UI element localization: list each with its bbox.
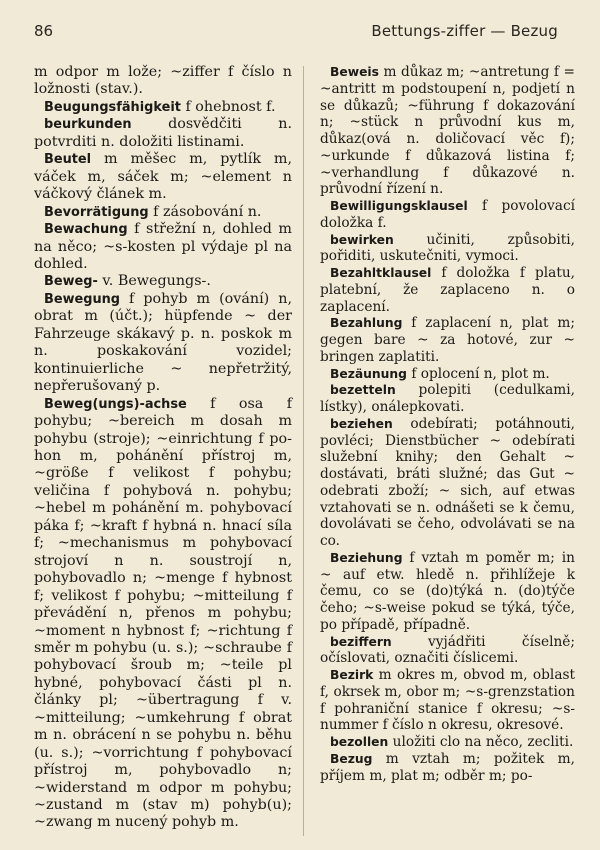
entry-text: f osa f pohybu; ~bereich m dosah m pohybu (stroje); ~einrichtung f po-hon m, pohánění přístroj m, ~größe f velikost f pohybu; veličina f pohybová n. pohybu; ~hebel m pohánění m. pohybovací páka f; ~kraft f hybná n. hnací síla f; ~mechanismus m pohybovací strojoví n n. soustrojí n, pohybovadlo n; ~menge f hybnost f; velikost f pohybu; ~mitteilung f převádění n, přenos m pohybu; ~moment n hybnost f; ~richtung f směr m pohybu (u. s.); ~schraube f pohybovací šroub m; ~teile pl hybné, pohybovací části pl n. články pl; ~übertragung f v. ~mitteilung; ~umkehrung f obrat m n. obrácení n se pohybu n. běhu (u. s.); ~vorrichtung f pohybovací přístroj m, pohybovadlo n; ~widerstand m odpor m pohybu; ~zustand m (stav m) pohyb(u); ~zwang m nucený pohyb m. (34, 395, 292, 831)
entry-headword: bezollen (330, 735, 389, 749)
running-head: Bettungs-ziffer — Bezug (371, 22, 558, 40)
dictionary-entry (34, 396, 292, 832)
entry-headword: Beziehung (330, 550, 403, 565)
dictionary-entry (320, 265, 575, 315)
entry-text: m měšec m, pytlík m, váček m, sáček m; ~element n váčkový článek m. (34, 151, 292, 203)
dictionary-entry (320, 64, 575, 198)
dictionary-entry (320, 366, 575, 383)
entry-headword: beziffern (330, 634, 392, 649)
dictionary-entry (320, 315, 575, 365)
entry-text: v. Bewegungs-. (97, 273, 211, 290)
entry-headword: Beweg- (44, 274, 98, 290)
entry-text: f vztah m poměr m; in ~ auf etw. hledě n. přihlížeje k čemu, co se (do)týká n. (do)týče čeho; ~s-weise pokud se týká, týče, po případě, případně. (320, 549, 575, 633)
dictionary-entry (34, 116, 292, 151)
entry-headword: bewirken (330, 232, 394, 247)
left-column (34, 64, 292, 832)
dictionary-entry (34, 221, 292, 273)
dictionary-entry (320, 382, 575, 416)
dictionary-entry (34, 64, 292, 99)
entry-headword: Bezahlung (330, 316, 403, 331)
entry-headword: Bevorrätigung (44, 204, 149, 220)
dictionary-entry (320, 198, 575, 232)
entry-headword: Bewegung (44, 291, 121, 307)
page-header (34, 22, 566, 44)
dictionary-entry (320, 751, 575, 785)
dictionary-entry (34, 204, 292, 221)
entry-text: f ohebnost f. (180, 98, 276, 115)
dictionary-entry (34, 291, 292, 396)
dictionary-entry (320, 634, 575, 668)
dictionary-entry (320, 667, 575, 734)
entry-headword: Bezäunung (330, 366, 407, 381)
entry-headword: Bezirk (330, 668, 374, 682)
entry-headword: bezetteln (330, 383, 396, 398)
entry-headword: beziehen (330, 416, 393, 431)
entry-text: m odpor m lože; ~ziffer f číslo n ložnosti (stav.). (34, 64, 292, 98)
entry-text: učiniti, způsobiti, pořiditi, uskutečniti, vymoci. (320, 231, 575, 265)
entry-headword: Bezug (330, 751, 373, 766)
entry-headword: Beugungsfähigkeit (44, 99, 181, 115)
entry-text: f pohyb m (ování) n, obrat m (účt.); hüpfende ~ der Fahrzeuge skákavý p. n. poskok m n. poskakování vozidel; kontinuierliche ~ nepřetržitý, nepřerušovaný p. (34, 290, 292, 395)
dictionary-entry (320, 550, 575, 634)
entry-text: dosvědčiti n. potvrditi n. doložiti listinami. (34, 116, 292, 150)
entry-text: f zaplacení n, plat m; gegen bare ~ za hotové, zur ~ bringen zaplatiti. (320, 315, 575, 365)
right-column (320, 64, 575, 784)
entry-headword: Bezahltklausel (330, 266, 432, 280)
dictionary-entry (320, 416, 575, 550)
dictionary-entry (320, 232, 575, 266)
entry-headword: Bewilligungsklausel (330, 199, 468, 213)
dictionary-entry (34, 151, 292, 203)
entry-text: f zásobování n. (148, 203, 262, 220)
entry-headword: Bewachung (44, 222, 128, 238)
entry-text: vyjádřiti číselně; očíslovati, označiti číslicemi. (320, 633, 575, 667)
entry-headword: Beweg(ungs)-achse (44, 396, 187, 412)
dictionary-entry (320, 734, 575, 751)
dictionary-entry (34, 273, 292, 290)
entry-text: m důkaz m; ~antretung f = ~antritt m podstoupení n, podjetí n se důkazů; ~führung f dokazování n; ~stück n průvodní kus m, důkaz(ová n. doličovací věc f); ~urkunde f důkazová listina f; ~verhandlung f důkazové n. průvodní řízení n. (320, 64, 575, 198)
entry-text: uložiti clo na něco, zecliti. (388, 734, 574, 750)
entry-text: f střežní n, dohled m na něco; ~s-kosten pl výdaje pl na dohled. (34, 221, 292, 272)
dictionary-entry (34, 99, 292, 116)
entry-headword: Beweis (330, 65, 379, 79)
entry-text: m vztah m; požitek m, příjem m, plat m; odběr m; po- (320, 750, 575, 784)
entry-text: polepiti (cedulkami, lístky), onálepkovati. (320, 382, 575, 415)
entry-text: f povolovací doložka f. (320, 198, 575, 231)
entry-text: odebírati; potáhnouti, povléci; Dienstbücher ~ odebírati služební knihy; den Gehalt ~ dostávati, bráti služné; das Gut ~ odebrati zboží; ~ sich, auf etwas vztahovati se n. odnášeti se k čemu, dovolávati se čeho, odvolávati se na co. (320, 415, 575, 549)
column-divider (303, 66, 304, 836)
entry-text: m okres m, obvod m, oblast f, okrsek m, obor m; ~s-grenzstation f pohraniční stanice f okresu; ~s-nummer f číslo n okresu, okresové. (320, 667, 575, 734)
entry-headword: beurkunden (44, 117, 132, 133)
entry-text: f oplocení n, plot m. (407, 365, 550, 382)
entry-headword: Beutel (44, 152, 92, 168)
entry-text: f doložka f platu, platební, že zaplaceno n. o zaplacení. (320, 265, 575, 315)
page-number: 86 (34, 22, 54, 40)
